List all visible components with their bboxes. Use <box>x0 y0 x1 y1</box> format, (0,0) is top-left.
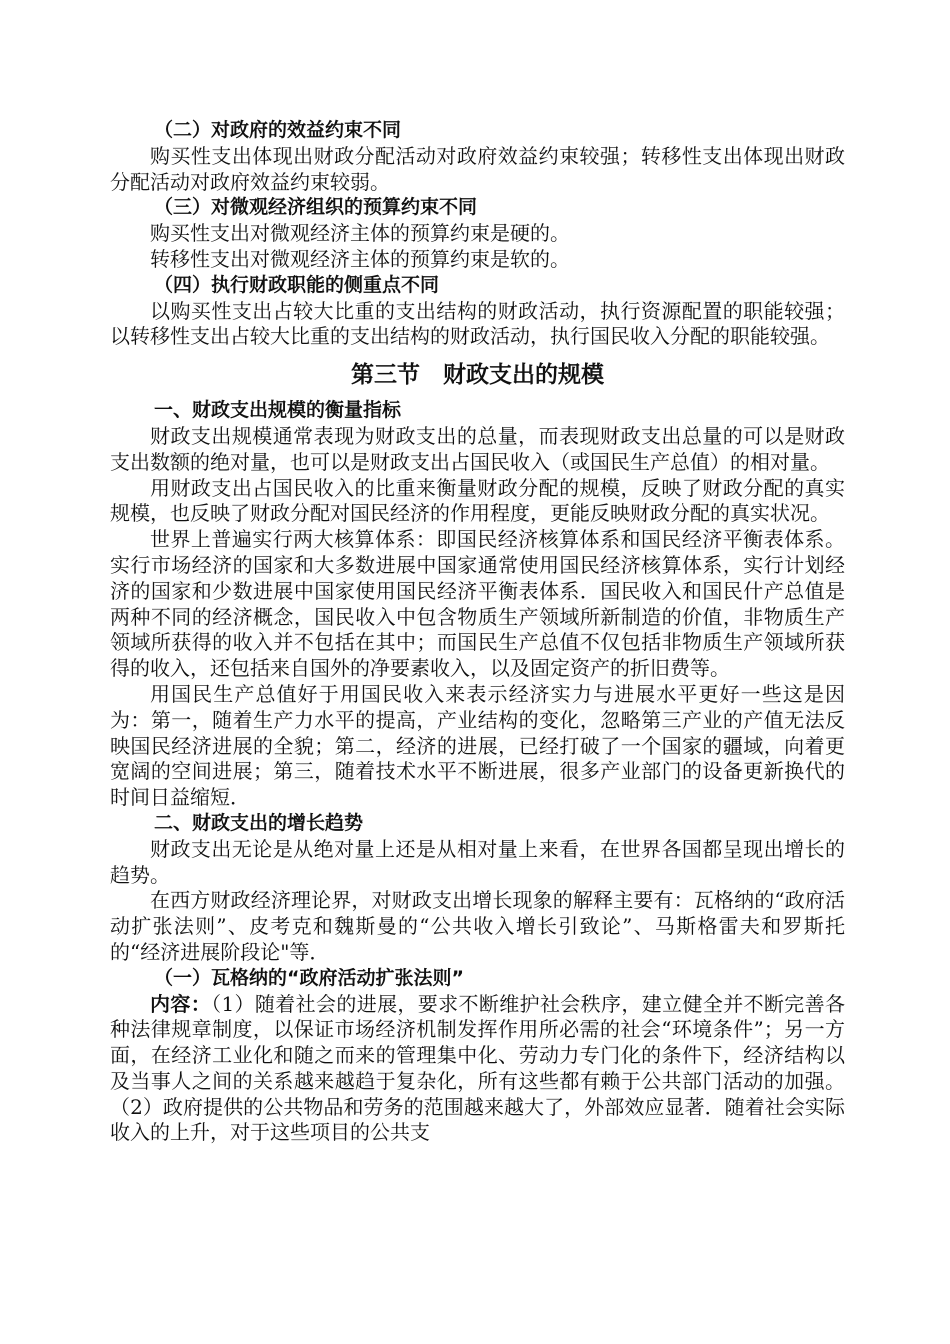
paragraph: 财政支出无论是从绝对量上还是从相对量上来看，在世界各国都呈现出增长的趋势。 <box>110 836 845 887</box>
heading-one: 一、财政支出规模的衡量指标 <box>154 399 402 422</box>
paragraph: 财政支出规模通常表现为财政支出的总量，而表现财政支出总量的可以是财政支出数额的绝对量，也可以是财政支出占国民收入（或国民生产总值）的相对量。 <box>110 423 845 474</box>
paragraph-content <box>110 992 845 1147</box>
paragraph: 在西方财政经济理论界，对财政支出增长现象的解释主要有：瓦格纳的“政府活动扩张法则”、皮考克和魏斯曼的“公共收入增长引致论”、马斯格雷夫和罗斯托的“经济进展阶段论"等． <box>110 888 845 964</box>
paragraph: 购买性支出体现出财政分配活动对政府效益约束较强；转移性支出体现出财政分配活动对政府效益约束较弱。 <box>110 143 845 194</box>
paragraph: 用财政支出占国民收入的比重来衡量财政分配的规模，反映了财政分配的真实规模，也反映了财政分配对国民经济的作用程度，更能反映财政分配的真实状况。 <box>110 475 845 526</box>
content-label: 内容： <box>150 991 212 1016</box>
subheading-4: （四）执行财政职能的侧重点不同 <box>154 273 440 296</box>
paragraph: 以购买性支出占较大比重的支出结构的财政活动，执行资源配置的职能较强；以转移性支出占较大比重的支出结构的财政活动，执行国民收入分配的职能较强。 <box>110 298 845 349</box>
subheading-3: （三）对微观经济组织的预算约束不同 <box>154 196 478 219</box>
section-title: 第三节 财政支出的规模 <box>351 362 604 389</box>
heading-two: 二、财政支出的增长趋势 <box>154 811 364 834</box>
content-text: （1）随着社会的进展，要求不断维护社会秩序，建立健全并不断完善各种法律规章制度，以保证市场经济机制发挥作用所必需的社会“环境条件”；另一方面，在经济工业化和随之而来的管理集中化、劳动力专门化的条件下，经济结构以及当事人之间的关系越来越趋于复杂化，所有这些都有赖于公共部门活动的加强。（2）政府提供的公共物品和劳务的范围越来越大了，外部效应显著．随着社会实际收入的上升，对于这些项目的公共支 <box>110 991 846 1145</box>
paragraph: 购买性支出对微观经济主体的预算约束是硬的。 <box>150 221 570 246</box>
paragraph: 转移性支出对微观经济主体的预算约束是软的。 <box>150 246 570 271</box>
subheading-wagner: （一）瓦格纳的“政府活动扩张法则” <box>154 966 464 989</box>
document-page <box>110 118 845 1146</box>
paragraph: 世界上普遍实行两大核算体系：即国民经济核算体系和国民经济平衡表体系。实行市场经济的国家和大多数进展中国家通常使用国民经济核算体系，实行计划经济的国家和少数进展中国家使用国民经济平衡表体系．国民收入和国民什产总值是两种不同的经济概念，国民收入中包含物质生产领域所新制造的价值，非物质生产领域所获得的收入并不包括在其中；而国民生产总值不仅包括非物质生产领域所获得的收入，还包括来自国外的净要素收入，以及固定资产的折旧费等。 <box>110 527 845 681</box>
paragraph: 用国民生产总值好于用国民收入来表示经济实力与进展水平更好一些这是因为：第一，随着生产力水平的提高，产业结构的变化，忽略第三产业的产值无法反映国民经济进展的全貌；第二，经济的进展，已经打破了一个国家的疆域，向着更宽阔的空间进展；第三，随着技术水平不断进展，很多产业部门的设备更新换代的时间日益缩短． <box>110 681 845 810</box>
subheading-2: （二）对政府的效益约束不同 <box>154 119 402 141</box>
